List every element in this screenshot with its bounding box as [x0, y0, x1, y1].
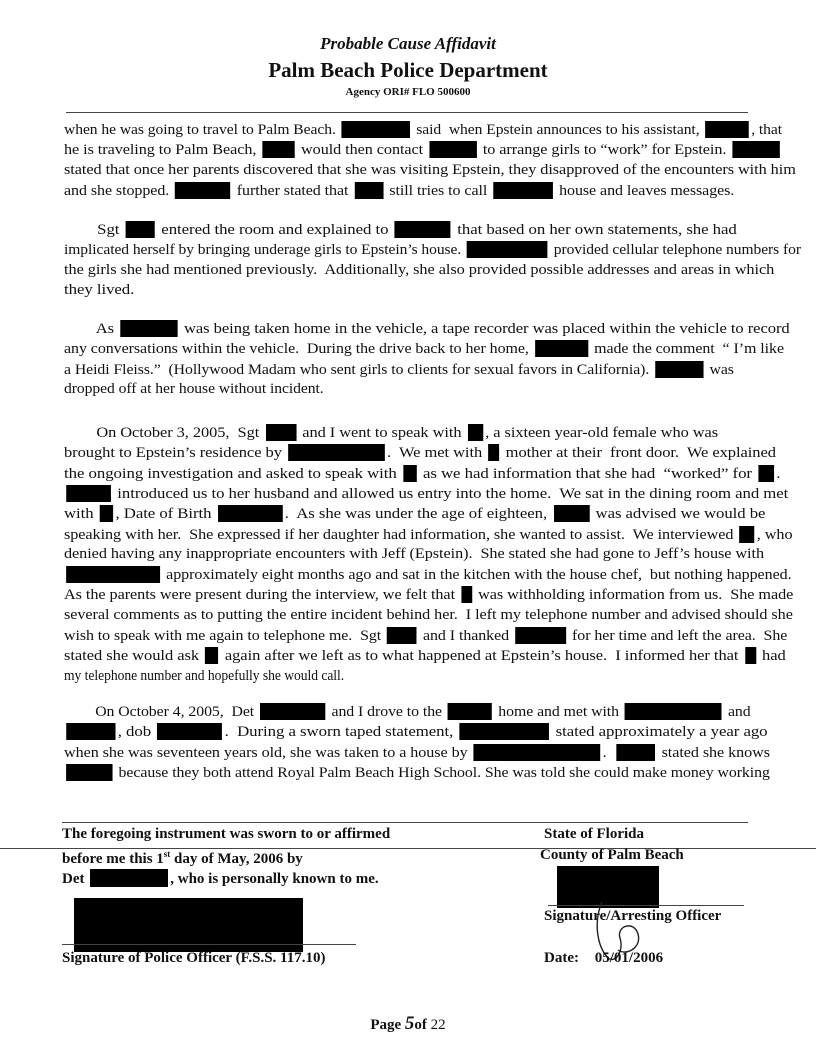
date-row: [544, 950, 663, 967]
text-segment: , dob: [117, 724, 156, 741]
redaction-box: [66, 723, 115, 740]
text-line: [64, 744, 770, 762]
text-line: [64, 282, 134, 299]
text-line: [64, 361, 734, 379]
text-segment: speaking with her. She expressed if her daughter had information, she wanted to assist. We interviewed: [64, 526, 738, 543]
text-segment: provided cellular telephone numbers for: [549, 242, 801, 259]
page-of: of: [414, 1017, 427, 1033]
redaction-box: [461, 586, 472, 603]
oath-line-2: [62, 849, 303, 868]
text-line: [64, 340, 784, 358]
redaction-box: [745, 647, 756, 664]
redaction-box: [66, 566, 160, 583]
text-segment: . During a sworn taped statement,: [224, 724, 458, 741]
redaction-box: [617, 744, 656, 761]
text-segment: .: [776, 465, 781, 482]
text-segment: house and leaves messages.: [555, 182, 735, 199]
text-segment: was advised we would be: [591, 506, 766, 523]
text-segment: made the comment “ I’m like: [590, 341, 785, 358]
text-line: [64, 262, 774, 279]
text-segment: because they both attend Royal Palm Beach High School. She was told she could make money working: [114, 764, 770, 781]
redaction-box: [175, 182, 230, 199]
text-segment: stated she would ask: [64, 648, 204, 665]
redaction-box: [429, 141, 476, 158]
redaction-box: [395, 221, 451, 238]
text-line: [64, 627, 787, 645]
redaction-box: [157, 723, 222, 740]
page-total: 22: [426, 1017, 446, 1033]
text-segment: approximately eight months ago and sat in the kitchen with the house chef, but nothing happened.: [162, 567, 792, 584]
date-value: 05/01/2006: [594, 950, 664, 966]
text-segment: As: [64, 321, 119, 337]
oath-det-label: Det: [62, 871, 89, 887]
text-segment: was: [705, 361, 734, 378]
header-rule: [66, 112, 748, 113]
text-line: [64, 485, 788, 503]
text-line: [64, 381, 324, 398]
redaction-box: [126, 221, 155, 238]
text-line: [64, 182, 734, 200]
text-line: [64, 444, 776, 462]
document-title: Probable Cause Affidavit: [320, 34, 496, 53]
text-segment: a Heidi Fleiss.” (Hollywood Madam who sent girls to clients for sexual favors in California).: [64, 361, 654, 378]
redaction-box: [288, 444, 385, 461]
redaction-box: [354, 182, 383, 199]
redaction-box: [535, 340, 588, 357]
text-line: [64, 162, 796, 179]
text-segment: On October 3, 2005, Sgt: [64, 425, 264, 441]
text-segment: to arrange girls to “work” for Epstein.: [478, 142, 731, 159]
redaction-box: [66, 485, 111, 502]
text-segment: and I drove to the: [327, 704, 446, 720]
state-label: State of Florida: [544, 826, 644, 842]
text-segment: any conversations within the vehicle. During the drive back to her home,: [64, 341, 533, 358]
text-line: [64, 586, 793, 604]
text-segment: had: [757, 648, 786, 665]
text-line: [64, 141, 782, 159]
redaction-box: [655, 361, 703, 378]
text-line: [64, 526, 792, 544]
text-segment: and I went to speak with: [298, 425, 466, 441]
text-line: [64, 320, 790, 338]
text-segment: would then contact: [297, 142, 428, 159]
text-segment: As the parents were present during the interview, we felt that: [64, 587, 460, 604]
redaction-box: [733, 141, 780, 158]
redaction-box: [493, 182, 553, 199]
text-segment: brought to Epstein’s residence by: [64, 445, 286, 462]
redaction-box: [66, 764, 112, 781]
redaction-box: [625, 703, 722, 720]
redaction-box: [515, 627, 566, 644]
text-segment: was being taken home in the vehicle, a tape recorder was placed within the vehicle to record: [179, 321, 790, 337]
text-segment: wish to speak with me again to telephone me. Sgt: [64, 628, 386, 644]
text-line: [64, 723, 768, 741]
oath-date-rest: day of May, 2006 by: [170, 851, 303, 867]
text-segment: the ongoing investigation and asked to speak with: [64, 465, 401, 482]
redaction-box: [120, 320, 177, 337]
page-current: 5: [404, 1013, 415, 1034]
redaction-box: [474, 744, 601, 761]
text-segment: and I thanked: [419, 628, 513, 644]
text-segment: that based on her own statements, she had: [453, 222, 737, 238]
text-segment: . We met with: [387, 445, 487, 462]
text-segment: further stated that: [232, 182, 353, 199]
oath-line-3: [62, 869, 379, 888]
redaction-box: [90, 869, 168, 887]
redaction-box: [403, 465, 416, 482]
text-segment: as we had information that she had “worked” for: [418, 465, 757, 482]
text-line: [64, 764, 770, 782]
text-segment: was withholding information from us. She made: [474, 587, 794, 604]
redaction-box: [205, 647, 218, 664]
text-segment: with: [64, 506, 98, 523]
text-segment: stated she knows: [657, 744, 770, 761]
text-segment: and: [724, 704, 751, 720]
text-segment: they lived.: [64, 281, 135, 298]
redaction-box: [705, 121, 749, 138]
text-segment: again after we left as to what happened at Epstein’s house. I informed her that: [220, 648, 743, 665]
text-segment: mother at their front door. We explained: [501, 445, 776, 462]
department-name: Palm Beach Police Department: [268, 58, 548, 82]
redaction-box: [460, 723, 550, 740]
oath-date-text: before me this 1: [62, 851, 164, 867]
oath-known-text: , who is personally known to me.: [170, 871, 379, 887]
text-line: [64, 465, 780, 483]
redaction-box: [740, 526, 755, 543]
text-segment: stated that once her parents discovered that she was visiting Epstein, they disapproved of the encounters with him: [64, 161, 796, 178]
text-line: [64, 121, 782, 139]
text-segment: he is traveling to Palm Beach,: [64, 142, 261, 159]
agency-ori: Agency ORI# FLO 500600: [345, 86, 471, 98]
text-segment: home and met with: [494, 704, 623, 720]
text-segment: entered the room and explained to: [157, 222, 393, 238]
redaction-box: [265, 424, 296, 441]
text-line: [64, 668, 344, 685]
officer-signature-label: Signature of Police Officer (F.S.S. 117.10): [62, 950, 326, 966]
text-segment: several comments as to putting the entire incident behind her. I left my telephone number and advised should she: [64, 606, 793, 623]
text-segment: , a sixteen year-old female who was: [485, 425, 719, 441]
text-segment: still tries to call: [385, 182, 492, 199]
text-segment: introduced us to her husband and allowed us entry into the home. We sat in the dining room and met: [113, 485, 789, 502]
text-segment: On October 4, 2005, Det: [64, 704, 259, 720]
text-segment: , that: [751, 122, 783, 138]
redaction-box: [758, 465, 774, 482]
date-label: Date:: [544, 950, 579, 966]
text-segment: . As she was under the age of eighteen,: [284, 506, 552, 523]
text-segment: .: [602, 744, 615, 761]
oath-line-1: The foregoing instrument was sworn to or affirmed: [62, 826, 391, 842]
text-line: [64, 424, 718, 442]
text-segment: for her time and left the area. She: [568, 628, 788, 644]
page-number: [0, 1013, 816, 1035]
redaction-box: [488, 444, 499, 461]
text-segment: said when Epstein announces to his assistant,: [412, 122, 704, 138]
redaction-box: [342, 121, 411, 138]
redaction-box: [553, 505, 589, 522]
redaction-box: [260, 703, 325, 720]
redaction-box: [468, 424, 483, 441]
redaction-box: [218, 505, 283, 522]
redaction-box: [387, 627, 417, 644]
text-segment: , who: [756, 526, 793, 543]
text-segment: denied having any inappropriate encounters with Jeff (Epstein). She stated she had gone to Jeff’s house with: [64, 545, 764, 562]
text-line: [64, 566, 792, 584]
signature-line-left: [62, 944, 356, 945]
text-segment: Sgt: [64, 222, 124, 238]
text-line: [64, 221, 737, 239]
redaction-box: [263, 141, 295, 158]
text-segment: stated approximately a year ago: [551, 724, 768, 741]
text-segment: when she was seventeen years old, she was taken to a house by: [64, 744, 472, 761]
arresting-officer-label: Signature/Arresting Officer: [544, 908, 722, 924]
text-segment: the girls she had mentioned previously. Additionally, she also provided possible addresses and areas in which: [64, 261, 775, 278]
county-label: County of Palm Beach: [540, 847, 684, 863]
text-segment: implicated herself by bringing underage girls to Epstein’s house.: [64, 242, 466, 259]
text-segment: , Date of Birth: [115, 506, 216, 523]
text-line: [64, 703, 751, 721]
page-label: Page: [370, 1017, 405, 1033]
text-line: [64, 505, 765, 523]
oath-date-suffix: st: [163, 849, 171, 859]
text-segment: and she stopped.: [64, 182, 174, 199]
text-segment: dropped off at her house without incident.: [64, 380, 324, 397]
redaction-box: [100, 505, 113, 522]
text-line: [64, 241, 801, 259]
text-line: [64, 607, 793, 624]
text-segment: when he was going to travel to Palm Beach.: [64, 122, 340, 138]
redaction-box: [467, 241, 548, 258]
redaction-box: [448, 703, 492, 720]
text-line: [64, 647, 786, 665]
text-line: [64, 546, 764, 563]
text-segment: my telephone number and hopefully she would call.: [64, 667, 345, 684]
footer-rule: [62, 822, 748, 823]
